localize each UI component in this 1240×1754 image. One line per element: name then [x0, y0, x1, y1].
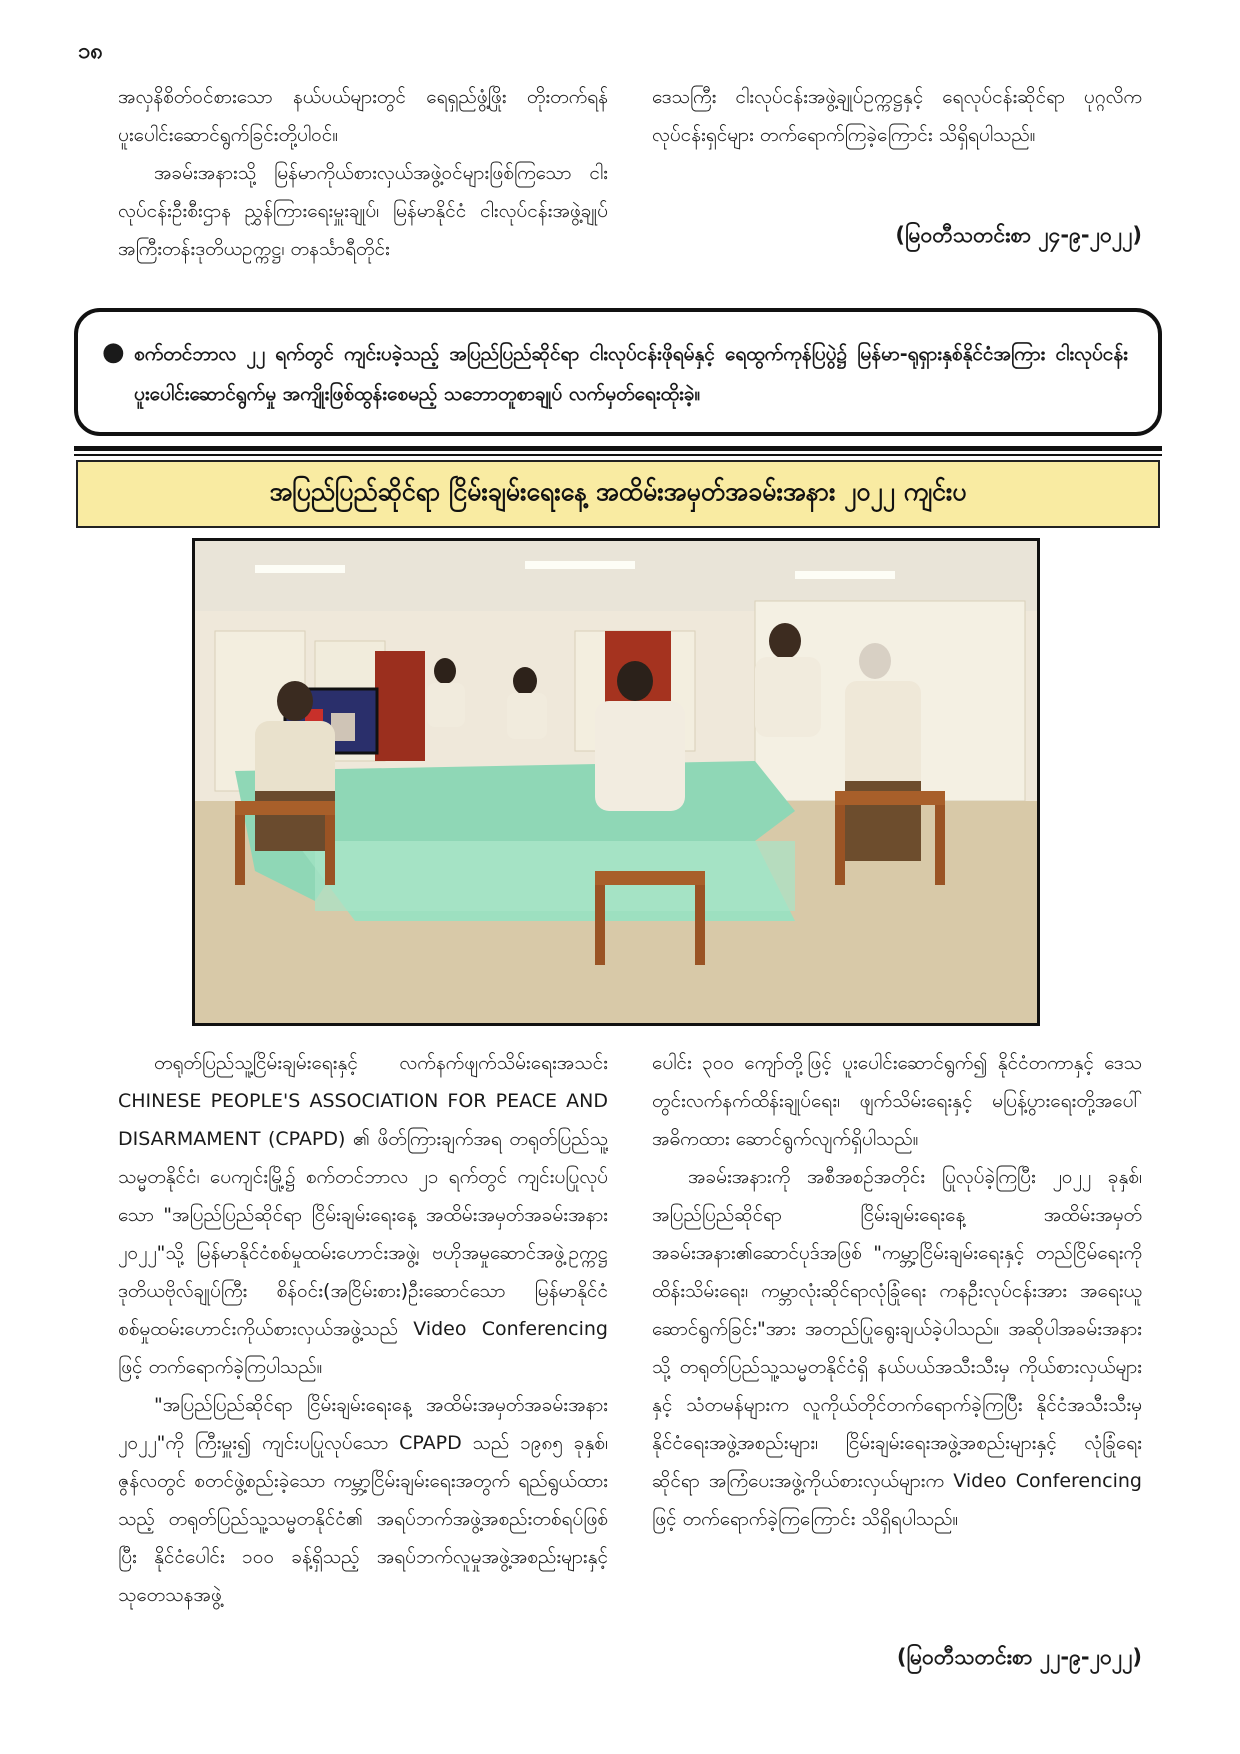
highlight-box [74, 308, 1162, 436]
paragraph: ဒေသကြီး ငါးလုပ်ငန်းအဖွဲ့ချုပ်ဥက္ကဋ္ဌနှင့် ရေလုပ်ငန်းဆိုင်ရာ ပုဂ္ဂလိကလုပ်ငန်းရှင်များ တက်ရောက်ကြခဲ့ကြောင်း သိရှိရပါသည်။ [652, 86, 1142, 146]
paragraph: တရုတ်ပြည်သူ့ငြိမ်းချမ်းရေးနှင့် လက်နက်ဖျက်သိမ်းရေးအသင်း CHINESE PEOPLE'S ASSOCIATION FOR PEACE AND DISARMAMENT (CPAPD) ၏ ဖိတ်ကြားချက်အရ တရုတ်ပြည်သူ့သမ္မတနိုင်ငံ၊ ပေကျင်းမြို့၌ စက်တင်ဘာလ ၂၁ ရက်တွင် ကျင်းပပြုလုပ်သော "အပြည်ပြည်ဆိုင်ရာ ငြိမ်းချမ်းရေးနေ့ အထိမ်းအမှတ်အခမ်းအနား ၂၀၂၂"သို့ မြန်မာနိုင်ငံစစ်မှုထမ်းဟောင်းအဖွဲ့၊ ဗဟိုအမှုဆောင်အဖွဲ့ဥက္ကဋ္ဌ ဒုတိယဗိုလ်ချုပ်ကြီး စိန်ဝင်း(အငြိမ်းစား)ဦးဆောင်သော မြန်မာနိုင်ငံစစ်မှုထမ်းဟောင်းကိုယ်စားလှယ်အဖွဲ့သည် Video Conferencing ဖြင့် တက်ရောက်ခဲ့ကြပါသည်။ [118, 1052, 608, 1378]
divider [74, 446, 1162, 451]
paragraph: အခမ်းအနားသို့ မြန်မာကိုယ်စားလှယ်အဖွဲ့ဝင်များဖြစ်ကြသော ငါးလုပ်ငန်းဦးစီးဌာန ညွှန်ကြားရေးမှူးချုပ်၊ မြန်မာနိုင်ငံ ငါးလုပ်ငန်းအဖွဲ့ချုပ် အကြီးတန်းဒုတိယဥက္ကဋ္ဌ၊ တနင်္သာရီတိုင်း [118, 162, 608, 260]
source-citation: (မြဝတီသတင်းစာ ၂၄-၉-၂၀၂၂) [895, 223, 1142, 247]
paragraph: "အပြည်ပြည်ဆိုင်ရာ ငြိမ်းချမ်းရေးနေ့ အထိမ်းအမှတ်အခမ်းအနား ၂၀၂၂"ကို ကြီးမှူး၍ ကျင်းပပြုလုပ်သော CPAPD သည် ၁၉၈၅ ခုနှစ်၊ ဇွန်လတွင် စတင်ဖွဲ့စည်းခဲ့သော ကမ္ဘာ့ငြိမ်းချမ်းရေးအတွက် ရည်ရွယ်ထားသည့် တရုတ်ပြည်သူ့သမ္မတနိုင်ငံ၏ အရပ်ဘက်အဖွဲ့အစည်းတစ်ရပ်ဖြစ်ပြီး နိုင်ငံပေါင်း ၁၀၀ ခန့်ရှိသည့် အရပ်ဘက်လူမှုအဖွဲ့အစည်းများနှင့် သုတေသနအဖွဲ့ [118, 1394, 608, 1606]
headline: အပြည်ပြည်ဆိုင်ရာ ငြိမ်းချမ်းရေးနေ့ အထိမ်းအမှတ်အခမ်းအနား ၂၀၂၂ ကျင်းပ [76, 460, 1160, 528]
meeting-photo [192, 538, 1040, 1026]
paragraph: အခမ်းအနားကို အစီအစဉ်အတိုင်း ပြုလုပ်ခဲ့ကြပြီး ၂၀၂၂ ခုနှစ်၊ အပြည်ပြည်ဆိုင်ရာ ငြိမ်းချမ်းရေးနေ့ အထိမ်းအမှတ်အခမ်းအနား၏ဆောင်ပုဒ်အဖြစ် "ကမ္ဘာ့ငြိမ်းချမ်းရေးနှင့် တည်ငြိမ်ရေးကို ထိန်းသိမ်းရေး၊ ကမ္ဘာလုံးဆိုင်ရာလုံခြုံရေး ကနဦးလုပ်ငန်းအား အရေးယူဆောင်ရွက်ခြင်း"အား အတည်ပြုရွေးချယ်ခဲ့ပါသည်။ အဆိုပါအခမ်းအနားသို့ တရုတ်ပြည်သူ့သမ္မတနိုင်ငံရှိ နယ်ပယ်အသီးသီးမှ ကိုယ်စားလှယ်များနှင့် သံတမန်များက လူကိုယ်တိုင်တက်ရောက်ခဲ့ကြပြီး နိုင်ငံအသီးသီးမှ နိုင်ငံရေးအဖွဲ့အစည်းများ၊ ငြိမ်းချမ်းရေးအဖွဲ့အစည်းများနှင့် လုံခြုံရေးဆိုင်ရာ အကြံပေးအဖွဲ့ကိုယ်စားလှယ်များက Video Conferencing ဖြင့် တက်ရောက်ခဲ့ကြကြောင်း သိရှိရပါသည်။ [652, 1166, 1142, 1530]
page-number: ၁၈ [78, 39, 103, 64]
bullet-icon: ● [102, 337, 125, 367]
top-article-left-column [118, 78, 608, 278]
conference-room-illustration [195, 541, 1037, 1023]
main-article-right-column [652, 1044, 1142, 1614]
top-article-right-column [652, 78, 1142, 198]
paragraph: အလှနိစိတ်ဝင်စားသော နယ်ပယ်များတွင် ရေရှည်ဖွံ့ဖြိုး တိုးတက်ရန် ပူးပေါင်းဆောင်ရွက်ခြင်းတို့ပါဝင်။ [118, 86, 608, 146]
divider [74, 454, 1162, 456]
highlight-text: စက်တင်ဘာလ ၂၂ ရက်တွင် ကျင်းပခဲ့သည့် အပြည်ပြည်ဆိုင်ရာ ငါးလုပ်ငန်းဖိုရမ်နှင့် ရေထွက်ကုန်ပြပွဲ၌ မြန်မာ-ရုရှားနှစ်နိုင်ငံအကြား ငါးလုပ်ငန်းပူးပေါင်းဆောင်ရွက်မှု အကျိုးဖြစ်ထွန်းစေမည့် သဘောတူစာချုပ် လက်မှတ်ရေးထိုးခဲ့။ [134, 343, 1128, 405]
source-citation: (မြဝတီသတင်းစာ ၂၂-၉-၂၀၂၂) [896, 1645, 1142, 1669]
paragraph: ပေါင်း ၃၀၀ ကျော်တို့ဖြင့် ပူးပေါင်းဆောင်ရွက်၍ နိုင်ငံတကာနှင့် ဒေသတွင်းလက်နက်ထိန်းချုပ်ရေး၊ ဖျက်သိမ်းရေးနှင့် မပြန့်ပွားရေးတို့အပေါ် အဓိကထား ဆောင်ရွက်လျက်ရှိပါသည်။ [652, 1052, 1142, 1150]
main-article-left-column [118, 1044, 608, 1684]
